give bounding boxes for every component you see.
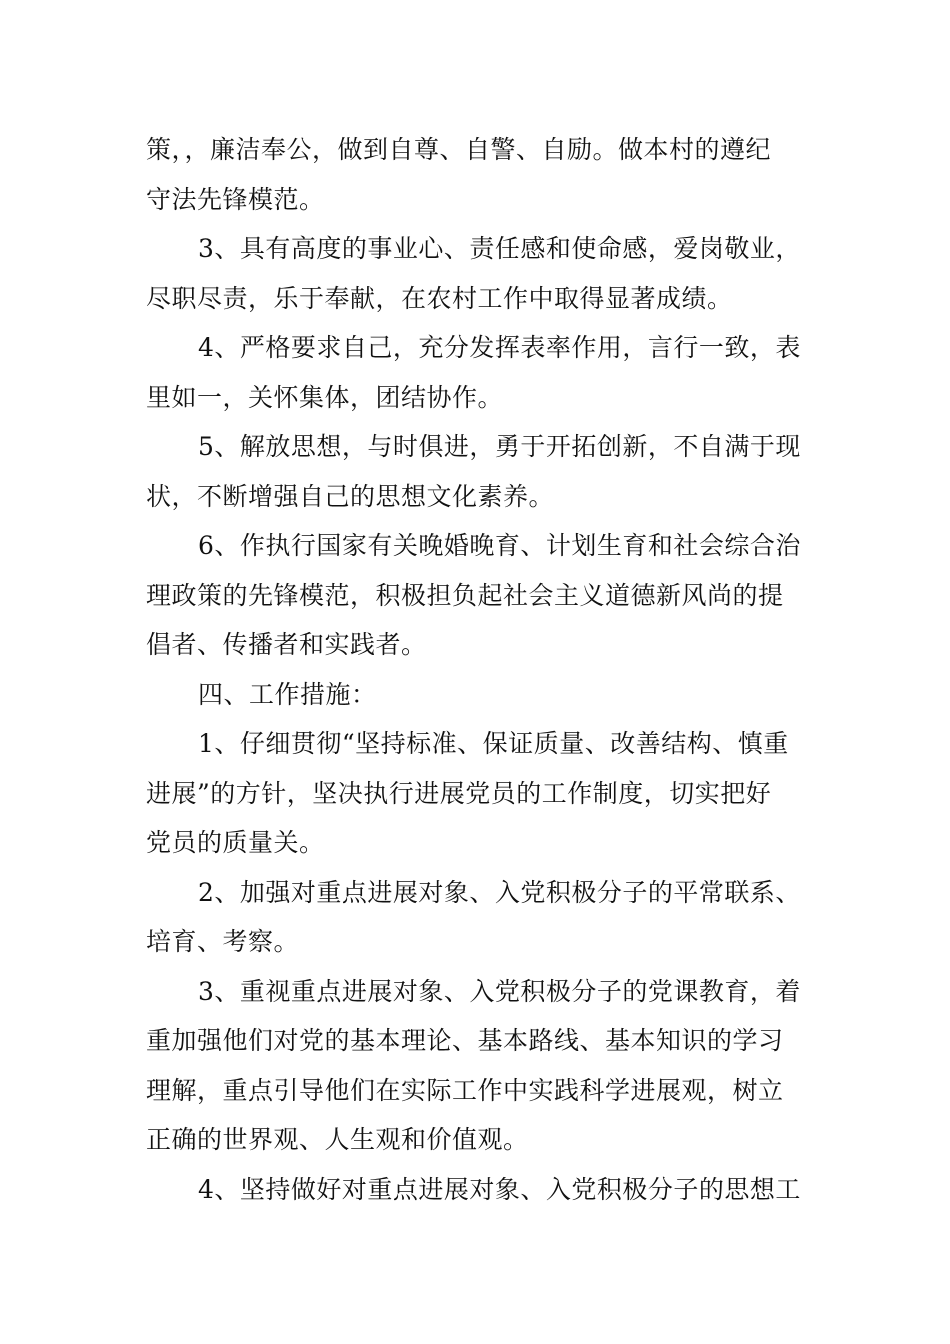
text-line: 尽职尽责，乐于奉献，在农村工作中取得显著成绩。 (146, 283, 733, 313)
text-line: 3、重视重点进展对象、入党积极分子的党课教育，着 (198, 976, 801, 1006)
paragraph-measure-4 (146, 1165, 806, 1215)
paragraph-continued (146, 125, 806, 224)
text-line: 3、具有高度的事业心、责任感和使命感，爱岗敬业， (198, 234, 801, 263)
paragraph-item-5 (146, 422, 806, 521)
text-line: 重加强他们对党的基本理论、基本路线、基本知识的学习 (146, 1026, 784, 1055)
text-line: 4、坚持做好对重点进展对象、入党积极分子的思想工 (198, 1174, 801, 1204)
text-line: 策，，廉洁奉公，做到自尊、自警、自励。做本村的遵纪 (146, 135, 772, 164)
text-line: 理政策的先锋模范，积极担负起社会主义道德新风尚的提 (146, 580, 784, 610)
text-line: 守法先锋模范。 (146, 184, 325, 214)
text-line: 状，不断增强自己的思想文化素养。 (146, 481, 555, 511)
text-line: 4、严格要求自己，充分发挥表率作用，言行一致，表 (198, 333, 801, 362)
text-line: 正确的世界观、人生观和价值观。 (146, 1125, 529, 1154)
text-line: 6、作执行国家有关晚婚晚育、计划生育和社会综合治 (198, 531, 801, 560)
document-body (146, 125, 806, 1214)
text-line: 1、仔细贯彻“坚持标准、保证质量、改善结构、慎重 (198, 729, 789, 758)
paragraph-measure-1 (146, 719, 806, 868)
text-line: 5、解放思想，与时俱进，勇于开拓创新，不自满于现 (198, 432, 801, 461)
text-line: 培育、考察。 (146, 927, 300, 956)
paragraph-item-6 (146, 521, 806, 670)
paragraph-measure-2 (146, 868, 806, 967)
text-line: 党员的质量关。 (146, 828, 325, 857)
paragraph-item-3 (146, 224, 806, 323)
text-line: 倡者、传播者和实践者。 (146, 630, 427, 659)
paragraph-measure-3 (146, 967, 806, 1165)
text-line: 四、工作措施： (198, 679, 377, 709)
section-heading (146, 670, 806, 720)
text-line: 2、加强对重点进展对象、入党积极分子的平常联系、 (198, 877, 801, 907)
text-line: 进展”的方针，坚决执行进展党员的工作制度，切实把好 (146, 778, 772, 808)
text-line: 理解，重点引导他们在实际工作中实践科学进展观，树立 (146, 1075, 784, 1105)
text-line: 里如一，关怀集体，团结协作。 (146, 382, 504, 412)
paragraph-item-4 (146, 323, 806, 422)
